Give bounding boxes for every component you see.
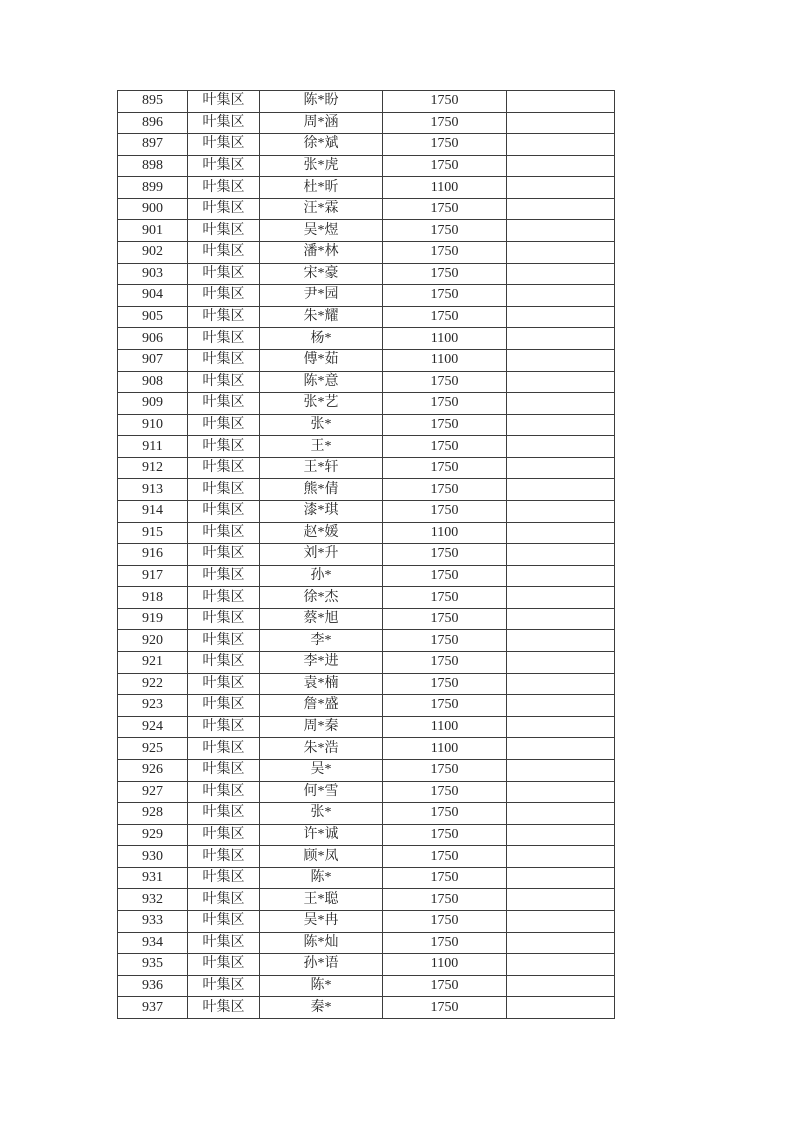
table-row [118, 630, 615, 652]
table-row [118, 824, 615, 846]
district-cell: 叶集区 [188, 177, 260, 199]
name-cell: 傅*茹 [260, 349, 383, 371]
row-number-cell: 907 [118, 349, 188, 371]
amount-cell: 1750 [383, 285, 507, 307]
note-cell [507, 349, 615, 371]
district-cell: 叶集区 [188, 824, 260, 846]
amount-cell: 1750 [383, 414, 507, 436]
district-cell: 叶集区 [188, 112, 260, 134]
name-cell: 潘*林 [260, 242, 383, 264]
amount-cell: 1750 [383, 155, 507, 177]
table-row [118, 285, 615, 307]
table-row [118, 457, 615, 479]
district-cell: 叶集区 [188, 846, 260, 868]
note-cell [507, 608, 615, 630]
district-cell: 叶集区 [188, 759, 260, 781]
note-cell [507, 759, 615, 781]
row-number-cell: 932 [118, 889, 188, 911]
table-row [118, 198, 615, 220]
note-cell [507, 652, 615, 674]
note-cell [507, 479, 615, 501]
name-cell: 张*艺 [260, 393, 383, 415]
amount-cell: 1750 [383, 910, 507, 932]
name-cell: 王*轩 [260, 457, 383, 479]
name-cell: 尹*园 [260, 285, 383, 307]
row-number-cell: 901 [118, 220, 188, 242]
note-cell [507, 393, 615, 415]
table-row [118, 846, 615, 868]
table-row [118, 759, 615, 781]
name-cell: 孙*语 [260, 954, 383, 976]
amount-cell: 1100 [383, 738, 507, 760]
table-row [118, 522, 615, 544]
amount-cell: 1750 [383, 436, 507, 458]
row-number-cell: 930 [118, 846, 188, 868]
table-row [118, 867, 615, 889]
note-cell [507, 565, 615, 587]
name-cell: 周*秦 [260, 716, 383, 738]
note-cell [507, 306, 615, 328]
district-cell: 叶集区 [188, 328, 260, 350]
amount-cell: 1750 [383, 824, 507, 846]
district-cell: 叶集区 [188, 242, 260, 264]
table-row [118, 932, 615, 954]
table-row [118, 436, 615, 458]
name-cell: 张* [260, 414, 383, 436]
amount-cell: 1750 [383, 673, 507, 695]
row-number-cell: 897 [118, 134, 188, 156]
amount-cell: 1100 [383, 522, 507, 544]
row-number-cell: 911 [118, 436, 188, 458]
amount-cell: 1750 [383, 393, 507, 415]
note-cell [507, 134, 615, 156]
note-cell [507, 328, 615, 350]
row-number-cell: 915 [118, 522, 188, 544]
name-cell: 袁*楠 [260, 673, 383, 695]
name-cell: 汪*霖 [260, 198, 383, 220]
name-cell: 张* [260, 803, 383, 825]
row-number-cell: 917 [118, 565, 188, 587]
note-cell [507, 781, 615, 803]
table-row [118, 910, 615, 932]
name-cell: 陈*意 [260, 371, 383, 393]
table-row [118, 608, 615, 630]
amount-cell: 1750 [383, 608, 507, 630]
row-number-cell: 928 [118, 803, 188, 825]
name-cell: 吴*冉 [260, 910, 383, 932]
row-number-cell: 898 [118, 155, 188, 177]
note-cell [507, 91, 615, 113]
name-cell: 张*虎 [260, 155, 383, 177]
amount-cell: 1100 [383, 954, 507, 976]
payment-roster-table [117, 90, 615, 1019]
district-cell: 叶集区 [188, 155, 260, 177]
row-number-cell: 913 [118, 479, 188, 501]
name-cell: 朱*耀 [260, 306, 383, 328]
note-cell [507, 285, 615, 307]
note-cell [507, 371, 615, 393]
district-cell: 叶集区 [188, 91, 260, 113]
note-cell [507, 932, 615, 954]
row-number-cell: 910 [118, 414, 188, 436]
amount-cell: 1750 [383, 759, 507, 781]
amount-cell: 1750 [383, 263, 507, 285]
amount-cell: 1750 [383, 198, 507, 220]
table-row [118, 220, 615, 242]
note-cell [507, 824, 615, 846]
note-cell [507, 242, 615, 264]
row-number-cell: 896 [118, 112, 188, 134]
name-cell: 徐*杰 [260, 587, 383, 609]
row-number-cell: 903 [118, 263, 188, 285]
district-cell: 叶集区 [188, 544, 260, 566]
district-cell: 叶集区 [188, 479, 260, 501]
row-number-cell: 935 [118, 954, 188, 976]
name-cell: 吴*煜 [260, 220, 383, 242]
amount-cell: 1750 [383, 306, 507, 328]
row-number-cell: 920 [118, 630, 188, 652]
name-cell: 熊*倩 [260, 479, 383, 501]
amount-cell: 1750 [383, 652, 507, 674]
note-cell [507, 414, 615, 436]
name-cell: 徐*斌 [260, 134, 383, 156]
district-cell: 叶集区 [188, 436, 260, 458]
table-row [118, 414, 615, 436]
amount-cell: 1750 [383, 220, 507, 242]
name-cell: 蔡*旭 [260, 608, 383, 630]
district-cell: 叶集区 [188, 522, 260, 544]
amount-cell: 1100 [383, 328, 507, 350]
district-cell: 叶集区 [188, 716, 260, 738]
row-number-cell: 922 [118, 673, 188, 695]
amount-cell: 1750 [383, 803, 507, 825]
district-cell: 叶集区 [188, 285, 260, 307]
note-cell [507, 738, 615, 760]
district-cell: 叶集区 [188, 975, 260, 997]
row-number-cell: 926 [118, 759, 188, 781]
table-row [118, 328, 615, 350]
district-cell: 叶集区 [188, 652, 260, 674]
district-cell: 叶集区 [188, 457, 260, 479]
note-cell [507, 889, 615, 911]
note-cell [507, 522, 615, 544]
row-number-cell: 921 [118, 652, 188, 674]
note-cell [507, 500, 615, 522]
row-number-cell: 918 [118, 587, 188, 609]
name-cell: 漆*琪 [260, 500, 383, 522]
district-cell: 叶集区 [188, 910, 260, 932]
table-row [118, 479, 615, 501]
amount-cell: 1750 [383, 242, 507, 264]
district-cell: 叶集区 [188, 932, 260, 954]
table-row [118, 889, 615, 911]
name-cell: 赵*媛 [260, 522, 383, 544]
district-cell: 叶集区 [188, 263, 260, 285]
table-row [118, 565, 615, 587]
table-row [118, 716, 615, 738]
note-cell [507, 630, 615, 652]
table-row [118, 242, 615, 264]
name-cell: 李*进 [260, 652, 383, 674]
amount-cell: 1750 [383, 134, 507, 156]
name-cell: 陈*盼 [260, 91, 383, 113]
note-cell [507, 177, 615, 199]
note-cell [507, 263, 615, 285]
district-cell: 叶集区 [188, 393, 260, 415]
amount-cell: 1750 [383, 565, 507, 587]
note-cell [507, 220, 615, 242]
row-number-cell: 908 [118, 371, 188, 393]
row-number-cell: 912 [118, 457, 188, 479]
amount-cell: 1750 [383, 371, 507, 393]
row-number-cell: 927 [118, 781, 188, 803]
district-cell: 叶集区 [188, 781, 260, 803]
district-cell: 叶集区 [188, 673, 260, 695]
amount-cell: 1100 [383, 349, 507, 371]
table-row [118, 306, 615, 328]
amount-cell: 1750 [383, 630, 507, 652]
district-cell: 叶集区 [188, 695, 260, 717]
amount-cell: 1750 [383, 889, 507, 911]
table-row [118, 177, 615, 199]
note-cell [507, 954, 615, 976]
name-cell: 陈* [260, 975, 383, 997]
name-cell: 杜*昕 [260, 177, 383, 199]
table-row [118, 500, 615, 522]
amount-cell: 1750 [383, 479, 507, 501]
row-number-cell: 909 [118, 393, 188, 415]
row-number-cell: 936 [118, 975, 188, 997]
note-cell [507, 457, 615, 479]
name-cell: 杨* [260, 328, 383, 350]
note-cell [507, 673, 615, 695]
note-cell [507, 867, 615, 889]
row-number-cell: 916 [118, 544, 188, 566]
note-cell [507, 910, 615, 932]
amount-cell: 1750 [383, 112, 507, 134]
table-row [118, 393, 615, 415]
note-cell [507, 155, 615, 177]
district-cell: 叶集区 [188, 134, 260, 156]
amount-cell: 1750 [383, 997, 507, 1019]
name-cell: 宋*豪 [260, 263, 383, 285]
table-row [118, 738, 615, 760]
district-cell: 叶集区 [188, 349, 260, 371]
row-number-cell: 937 [118, 997, 188, 1019]
amount-cell: 1100 [383, 177, 507, 199]
row-number-cell: 929 [118, 824, 188, 846]
table-row [118, 954, 615, 976]
table-row [118, 112, 615, 134]
district-cell: 叶集区 [188, 198, 260, 220]
name-cell: 陈* [260, 867, 383, 889]
payment-roster-body [118, 91, 615, 1019]
name-cell: 王*聪 [260, 889, 383, 911]
district-cell: 叶集区 [188, 306, 260, 328]
name-cell: 何*雪 [260, 781, 383, 803]
note-cell [507, 198, 615, 220]
name-cell: 孙* [260, 565, 383, 587]
district-cell: 叶集区 [188, 565, 260, 587]
amount-cell: 1750 [383, 544, 507, 566]
row-number-cell: 895 [118, 91, 188, 113]
district-cell: 叶集区 [188, 608, 260, 630]
name-cell: 吴* [260, 759, 383, 781]
note-cell [507, 716, 615, 738]
row-number-cell: 904 [118, 285, 188, 307]
name-cell: 许*诚 [260, 824, 383, 846]
row-number-cell: 914 [118, 500, 188, 522]
table-row [118, 155, 615, 177]
amount-cell: 1750 [383, 781, 507, 803]
district-cell: 叶集区 [188, 803, 260, 825]
note-cell [507, 997, 615, 1019]
name-cell: 王* [260, 436, 383, 458]
district-cell: 叶集区 [188, 889, 260, 911]
row-number-cell: 925 [118, 738, 188, 760]
name-cell: 李* [260, 630, 383, 652]
table-row [118, 673, 615, 695]
name-cell: 秦* [260, 997, 383, 1019]
name-cell: 刘*升 [260, 544, 383, 566]
table-row [118, 781, 615, 803]
note-cell [507, 803, 615, 825]
amount-cell: 1750 [383, 846, 507, 868]
table-row [118, 91, 615, 113]
name-cell: 陈*灿 [260, 932, 383, 954]
note-cell [507, 544, 615, 566]
note-cell [507, 112, 615, 134]
row-number-cell: 902 [118, 242, 188, 264]
name-cell: 詹*盛 [260, 695, 383, 717]
district-cell: 叶集区 [188, 738, 260, 760]
district-cell: 叶集区 [188, 954, 260, 976]
amount-cell: 1750 [383, 91, 507, 113]
amount-cell: 1750 [383, 587, 507, 609]
table-row [118, 263, 615, 285]
name-cell: 顾*凤 [260, 846, 383, 868]
table-row [118, 975, 615, 997]
row-number-cell: 923 [118, 695, 188, 717]
district-cell: 叶集区 [188, 500, 260, 522]
row-number-cell: 919 [118, 608, 188, 630]
note-cell [507, 975, 615, 997]
table-row [118, 803, 615, 825]
table-row [118, 134, 615, 156]
district-cell: 叶集区 [188, 414, 260, 436]
district-cell: 叶集区 [188, 220, 260, 242]
district-cell: 叶集区 [188, 867, 260, 889]
district-cell: 叶集区 [188, 997, 260, 1019]
row-number-cell: 899 [118, 177, 188, 199]
note-cell [507, 587, 615, 609]
district-cell: 叶集区 [188, 371, 260, 393]
row-number-cell: 924 [118, 716, 188, 738]
amount-cell: 1750 [383, 932, 507, 954]
table-row [118, 652, 615, 674]
amount-cell: 1750 [383, 695, 507, 717]
row-number-cell: 906 [118, 328, 188, 350]
row-number-cell: 934 [118, 932, 188, 954]
note-cell [507, 846, 615, 868]
district-cell: 叶集区 [188, 587, 260, 609]
table-row [118, 349, 615, 371]
district-cell: 叶集区 [188, 630, 260, 652]
row-number-cell: 933 [118, 910, 188, 932]
table-row [118, 371, 615, 393]
amount-cell: 1750 [383, 457, 507, 479]
name-cell: 朱*浩 [260, 738, 383, 760]
amount-cell: 1750 [383, 500, 507, 522]
row-number-cell: 931 [118, 867, 188, 889]
amount-cell: 1750 [383, 975, 507, 997]
name-cell: 周*涵 [260, 112, 383, 134]
table-row [118, 997, 615, 1019]
table-row [118, 544, 615, 566]
note-cell [507, 436, 615, 458]
amount-cell: 1100 [383, 716, 507, 738]
row-number-cell: 905 [118, 306, 188, 328]
amount-cell: 1750 [383, 867, 507, 889]
table-row [118, 695, 615, 717]
note-cell [507, 695, 615, 717]
table-row [118, 587, 615, 609]
row-number-cell: 900 [118, 198, 188, 220]
